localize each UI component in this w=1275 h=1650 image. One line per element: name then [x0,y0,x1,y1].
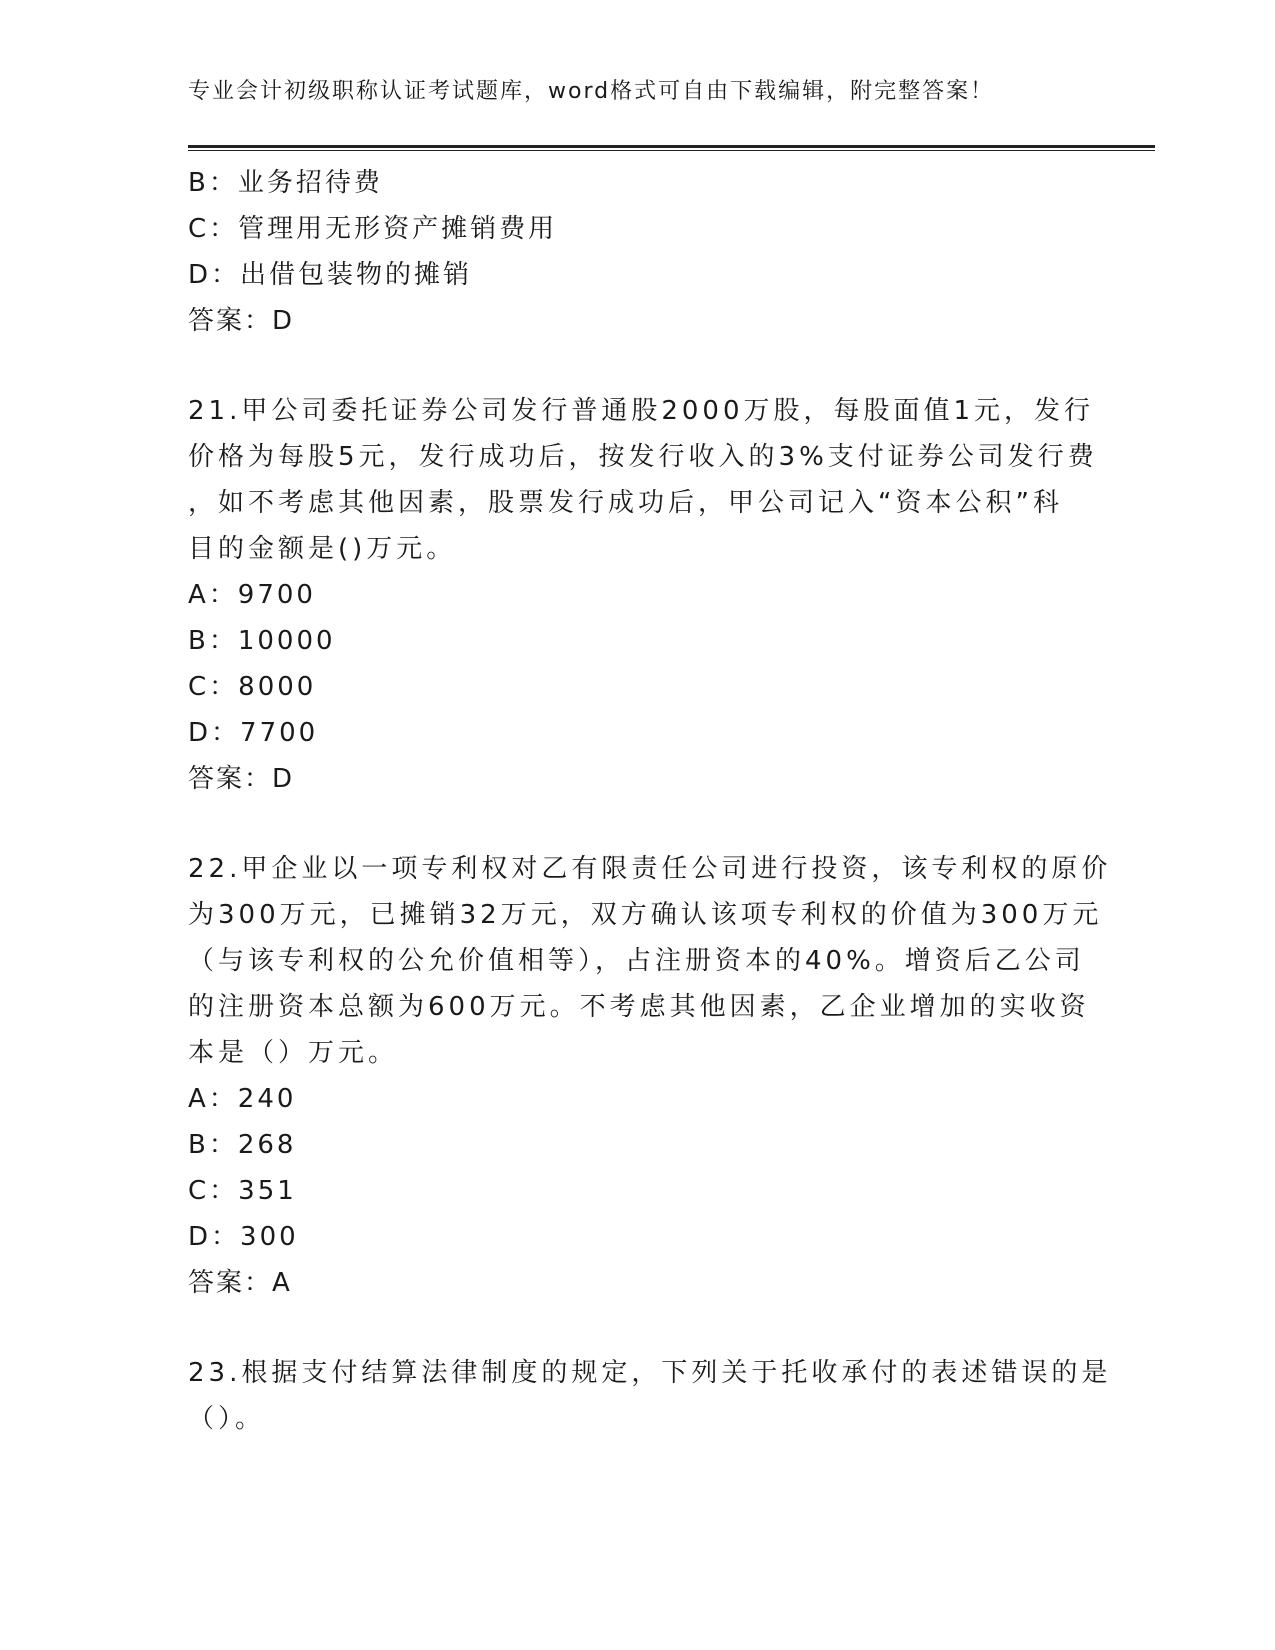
question-23 [188,1350,1112,1442]
option-d: D：300 [188,1222,299,1252]
option-d: D：7700 [188,718,319,748]
option-b: B：268 [188,1130,297,1160]
question-text-line: 价格为每股5元，发行成功后，按发行收入的3%支付证券公司发行费 [188,442,1098,472]
option-a: A：9700 [188,580,316,610]
option-b: B：10000 [188,626,336,656]
question-22 [188,846,1112,1306]
question-text-line: （与该专利权的公允价值相等），占注册资本的40%。增资后乙公司 [188,946,1085,976]
question-text-line: 目的金额是()万元。 [188,534,457,564]
option-b: B：业务招待费 [188,168,383,198]
option-d: D：出借包装物的摊销 [188,260,473,290]
option-c: C：351 [188,1176,297,1206]
option-c: C：管理用无形资产摊销费用 [188,214,558,244]
page-header-text: 专业会计初级职称认证考试题库，word格式可自由下载编辑，附完整答案！ [188,79,995,104]
answer-line: 答案：D [188,764,295,794]
question-text-line: 23.根据支付结算法律制度的规定，下列关于托收承付的表述错误的是 [188,1358,1112,1388]
question-content [188,160,1112,1442]
answer-line: 答案：A [188,1268,292,1298]
answer-line: 答案：D [188,306,295,336]
question-text-line: 21.甲公司委托证券公司发行普通股2000万股，每股面值1元，发行 [188,396,1095,426]
header-divider-thin [188,150,1155,151]
option-c: C：8000 [188,672,317,702]
question-text-line: 22.甲企业以一项专利权对乙有限责任公司进行投资，该专利权的原价 [188,854,1112,884]
option-a: A：240 [188,1084,297,1114]
question-text-line: ，如不考虑其他因素，股票发行成功后，甲公司记入“资本公积”科 [188,488,1063,518]
header-divider-thick [188,145,1155,148]
question-21 [188,388,1098,802]
question-text-line: 为300万元，已摊销32万元，双方确认该项专利权的价值为300万元 [188,900,1103,930]
prev-question-block [188,160,1088,344]
question-text-line: 本是（）万元。 [188,1038,399,1068]
question-text-line: （）。 [188,1404,266,1434]
question-text-line: 的注册资本总额为600万元。不考虑其他因素，乙企业增加的实收资 [188,992,1090,1022]
